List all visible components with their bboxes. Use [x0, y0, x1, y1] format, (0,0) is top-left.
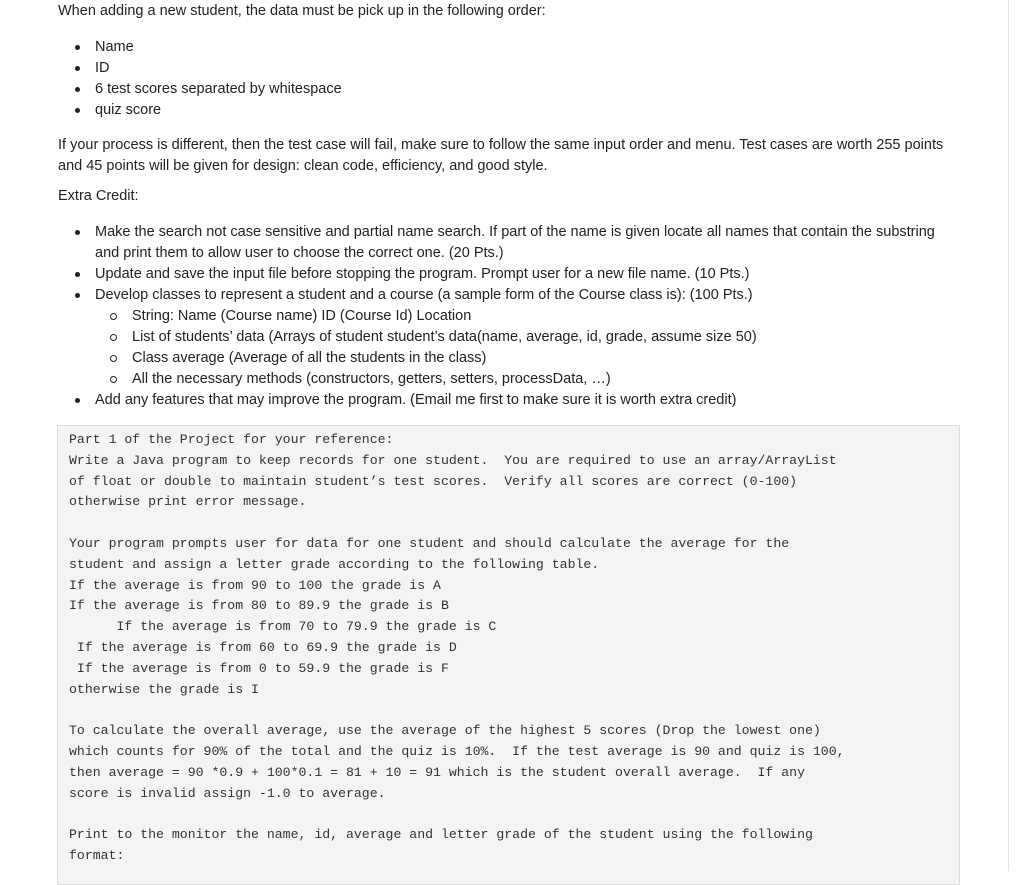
extra-credit-list [58, 222, 958, 411]
intro-text: When adding a new student, the data must be pick up in the following order: [58, 3, 546, 19]
code-line: Print to the monitor the name, id, average and letter grade of the student using the following [69, 827, 813, 843]
code-line: If the average is from 90 to 100 the grade is A [69, 577, 441, 593]
list-item: Add any features that may improve the program. (Email me first to make sure it is worth extra credit) [58, 390, 958, 411]
class-sublist [95, 306, 958, 390]
extra-credit-heading: Extra Credit: [58, 188, 139, 204]
code-line: Write a Java program to keep records for one student. You are required to use an array/ArrayList [69, 452, 837, 468]
sublist-item: List of students’ data (Arrays of student student’s data(name, average, id, grade, assume size 50) [95, 327, 958, 348]
list-item: Name [58, 37, 342, 58]
code-line: score is invalid assign -1.0 to average. [69, 785, 386, 801]
list-item: 6 test scores separated by whitespace [58, 79, 342, 100]
code-line: otherwise print error message. [69, 494, 307, 510]
code-line: If the average is from 60 to 69.9 the grade is D [69, 639, 457, 655]
code-line: format: [69, 847, 125, 863]
sublist-item: String: Name (Course name) ID (Course Id) Location [95, 306, 958, 327]
list-item: quiz score [58, 100, 342, 121]
code-line: Part 1 of the Project for your reference: [69, 432, 394, 447]
list-item: Make the search not case sensitive and partial name search. If part of the name is given locate all names that contain the substring and print them to allow user to choose the correct one. (20 Pts.) [58, 222, 958, 264]
code-line: otherwise the grade is I [69, 681, 259, 697]
page-edge-divider [1008, 0, 1009, 871]
code-line: which counts for 90% of the total and the quiz is 10%. If the test average is 90 and quiz is 100, [69, 743, 845, 759]
reference-code-block [57, 425, 960, 885]
code-line: student and assign a letter grade according to the following table. [69, 556, 600, 572]
code-line: Your program prompts user for data for one student and should calculate the average for the [69, 535, 790, 551]
code-line: If the average is from 70 to 79.9 the grade is C [69, 619, 497, 635]
list-item [58, 285, 958, 390]
code-line: If the average is from 80 to 89.9 the grade is B [69, 598, 449, 614]
sublist-item: Class average (Average of all the students in the class) [95, 348, 958, 369]
code-line: of float or double to maintain student’s test scores. Verify all scores are correct (0-100) [69, 473, 798, 489]
list-item: ID [58, 58, 342, 79]
code-text [69, 430, 845, 867]
sublist-item: All the necessary methods (constructors, getters, setters, processData, …) [95, 369, 958, 390]
list-item: Update and save the input file before stopping the program. Prompt user for a new file name. (10 Pts.) [58, 264, 958, 285]
code-line: To calculate the overall average, use the average of the highest 5 scores (Drop the lowest one) [69, 723, 821, 739]
code-line: then average = 90 *0.9 + 100*0.1 = 81 + 10 = 91 which is the student overall average. If any [69, 764, 805, 780]
process-note: If your process is different, then the test case will fail, make sure to follow the same input order and menu. Test cases are worth 255 points and 45 points will be given for design: clean code, efficiency, and good style. [58, 137, 944, 174]
list-item-label: Develop classes to represent a student and a course (a sample form of the Course class is): (100 Pts.) [95, 287, 753, 303]
input-order-list [58, 37, 342, 121]
code-line: If the average is from 0 to 59.9 the grade is F [69, 660, 449, 676]
